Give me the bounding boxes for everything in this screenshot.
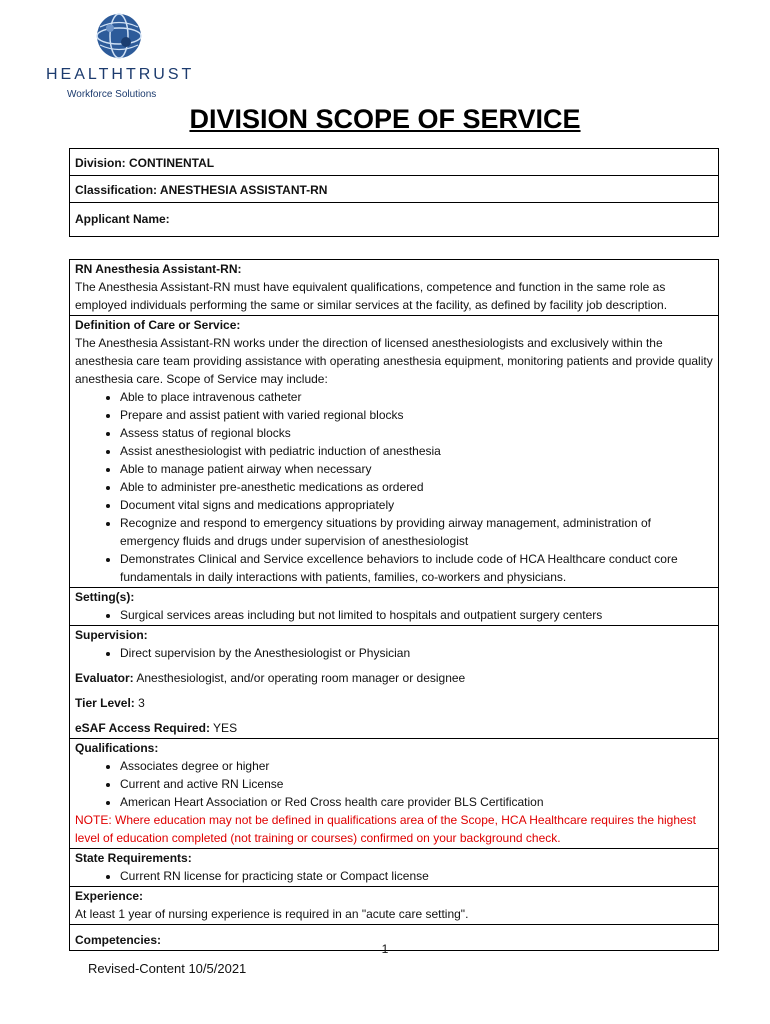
applicant-name-field: Applicant Name: [75, 212, 170, 226]
logo-tagline: Workforce Solutions [67, 89, 157, 100]
experience-text: At least 1 year of nursing experience is required in an "acute care setting". [75, 907, 469, 921]
list-item: • Assist anesthesiologist with pediatric induction of anesthesia [120, 442, 713, 460]
list-item: • Prepare and assist patient with varied regional blocks [120, 406, 713, 424]
esaf-label: eSAF Access Required: [75, 721, 210, 735]
page-title: DIVISION SCOPE OF SERVICE [189, 104, 581, 134]
healthtrust-logo [42, 10, 202, 100]
experience-label: Experience: [75, 889, 144, 903]
rn-text: The Anesthesia Assistant-RN must have equivalent qualifications, competence and function in the same role as employed individuals performing the same or similar services at the facility, as defined by facility job description. [75, 280, 668, 312]
supervision-section [70, 626, 718, 739]
scope-table [69, 259, 719, 951]
list-item: • Recognize and respond to emergency situations by providing airway management, administration of emergency fluids and drugs under supervision of anesthesiologist [120, 514, 713, 550]
state-requirements-section [70, 849, 718, 887]
list-item: • Able to manage patient airway when necessary [120, 460, 713, 478]
definition-text: The Anesthesia Assistant-RN works under the direction of licensed anesthesiologists and exclusively within the anesthesia care team providing assistance with operating anesthesia equipment, monitoring patients and provide quality anesthesia care. Scope of Service may include: [75, 336, 713, 386]
definition-list [75, 388, 713, 586]
state-requirements-label: State Requirements: [75, 851, 192, 865]
rn-label: RN Anesthesia Assistant-RN: [75, 262, 242, 276]
list-item: • Document vital signs and medications appropriately [120, 496, 713, 514]
tier-value: 3 [134, 696, 145, 710]
list-item: • Surgical services areas including but not limited to hospitals and outpatient surgery centers [120, 606, 713, 624]
state-requirements-list [75, 867, 713, 885]
list-item: • Able to administer pre-anesthetic medications as ordered [120, 478, 713, 496]
logo-brand: HEALTHTRUST [46, 66, 195, 83]
qualifications-list [75, 757, 713, 811]
list-item: • Associates degree or higher [120, 757, 713, 775]
evaluator-value: Anesthesiologist, and/or operating room manager or designee [133, 671, 466, 685]
esaf-value: YES [209, 721, 238, 735]
competencies-label: Competencies: [75, 933, 162, 947]
globe-icon [90, 10, 148, 62]
tier-line [75, 694, 713, 712]
division-field: Division: CONTINENTAL [70, 149, 718, 176]
page-number: 1 [381, 942, 389, 956]
settings-label: Setting(s): [75, 590, 135, 604]
list-item: • Demonstrates Clinical and Service excellence behaviors to include code of HCA Healthcare conduct core fundamentals in daily interactions with patients, families, co-workers and physicians. [120, 550, 713, 586]
definition-label: Definition of Care or Service: [75, 318, 241, 332]
classification-field: Classification: ANESTHESIA ASSISTANT-RN [70, 176, 718, 203]
evaluator-label: Evaluator: [75, 671, 134, 685]
experience-section [70, 887, 718, 925]
list-item: • Able to place intravenous catheter [120, 388, 713, 406]
list-item: • Assess status of regional blocks [120, 424, 713, 442]
qualifications-section [70, 739, 718, 849]
evaluator-line [75, 669, 713, 687]
settings-list [75, 606, 713, 624]
esaf-line [75, 719, 713, 737]
header-table [69, 148, 719, 237]
settings-section [70, 588, 718, 626]
supervision-list [75, 644, 713, 662]
supervision-label: Supervision: [75, 628, 148, 642]
qualifications-note: NOTE: Where education may not be defined in qualifications area of the Scope, HCA Healthcare requires the highest level of education completed (not training or courses) confirmed on your background check. [75, 813, 697, 845]
list-item: • Direct supervision by the Anesthesiologist or Physician [120, 644, 713, 662]
qualifications-label: Qualifications: [75, 741, 159, 755]
definition-section [70, 316, 718, 588]
rn-section [70, 260, 718, 316]
footer-revised: Revised-Content 10/5/2021 [88, 961, 247, 976]
tier-label: Tier Level: [75, 696, 135, 710]
list-item: • American Heart Association or Red Cross health care provider BLS Certification [120, 793, 713, 811]
list-item: • Current RN license for practicing state or Compact license [120, 867, 713, 885]
list-item: • Current and active RN License [120, 775, 713, 793]
